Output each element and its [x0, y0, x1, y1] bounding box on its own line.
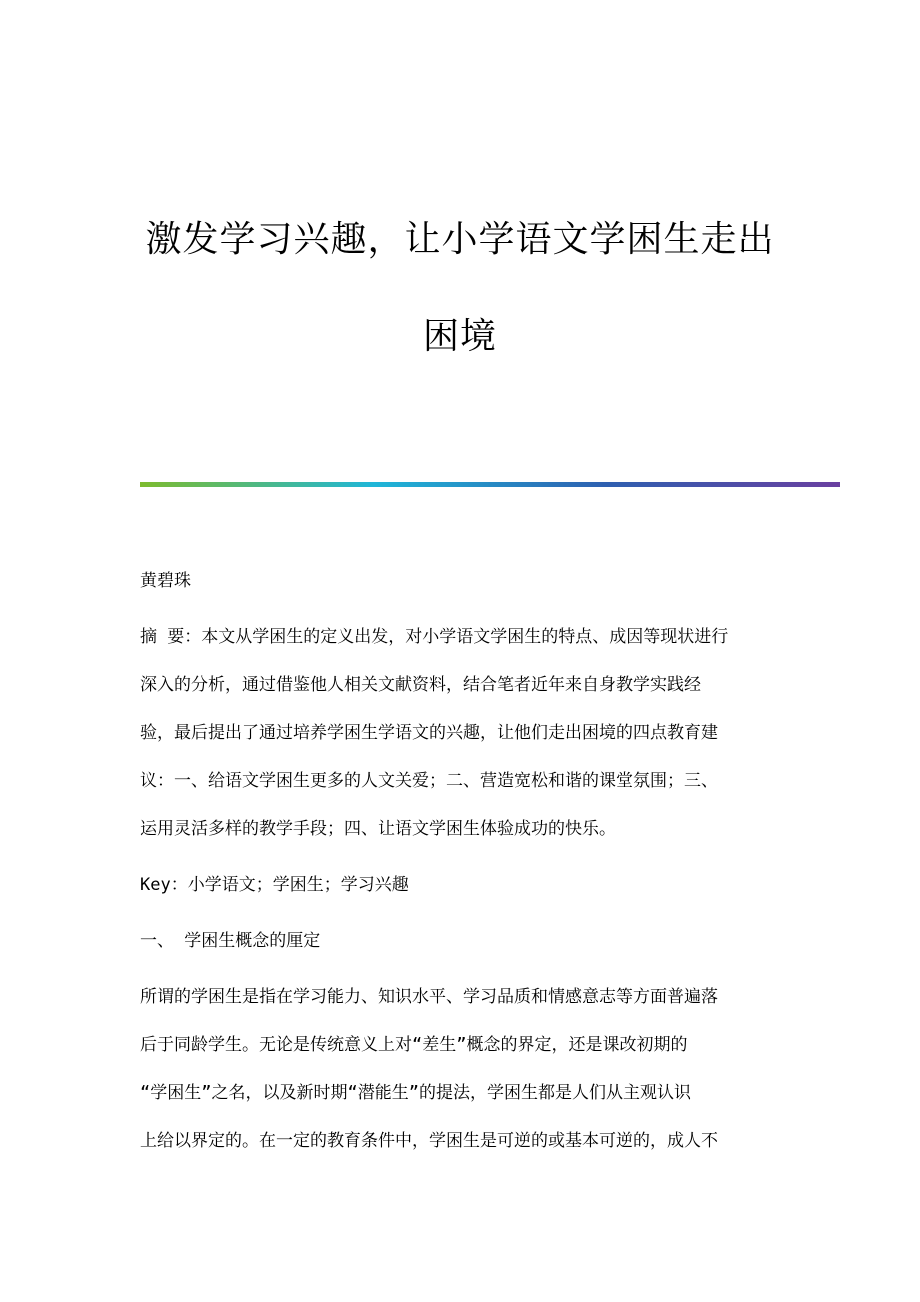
- title-divider: [140, 482, 840, 487]
- title-divider-gradient: [140, 482, 840, 487]
- abstract-line: 摘 要：本文从学困生的定义出发，对小学语文学困生的特点、成因等现状进行: [140, 627, 729, 647]
- body-line: “学困生”之名，以及新时期“潜能生”的提法，学困生都是人们从主观认识: [140, 1083, 691, 1103]
- author-name: 黄碧珠: [140, 571, 191, 591]
- section-body-paragraph: [140, 980, 718, 1172]
- body-line: 所谓的学困生是指在学习能力、知识水平、学习品质和情感意志等方面普遍落: [140, 987, 718, 1007]
- abstract-line: 运用灵活多样的教学手段；四、让语文学困生体验成功的快乐。: [140, 819, 616, 839]
- document-title-line-1: 激发学习兴趣，让小学语文学困生走出: [145, 219, 775, 260]
- document-title-line-2: 困境: [422, 316, 497, 357]
- abstract-line: 深入的分析，通过借鉴他人相关文献资料，结合笔者近年来自身教学实践经: [140, 675, 701, 695]
- abstract-paragraph: [140, 620, 728, 860]
- abstract-line: 验，最后提出了通过培养学困生学语文的兴趣，让他们走出困境的四点教育建: [140, 723, 718, 743]
- abstract-line: 议：一、给语文学困生更多的人文关爱；二、营造宽松和谐的课堂氛围；三、: [140, 771, 718, 791]
- body-line: 后于同龄学生。无论是传统意义上对“差生”概念的界定，还是课改初期的: [140, 1035, 688, 1055]
- body-line: 上给以界定的。在一定的教育条件中，学困生是可逆的或基本可逆的，成人不: [140, 1131, 718, 1151]
- section-heading: 一、 学困生概念的厘定: [140, 931, 321, 951]
- keywords-line: Key：小学语文；学困生；学习兴趣: [140, 875, 409, 895]
